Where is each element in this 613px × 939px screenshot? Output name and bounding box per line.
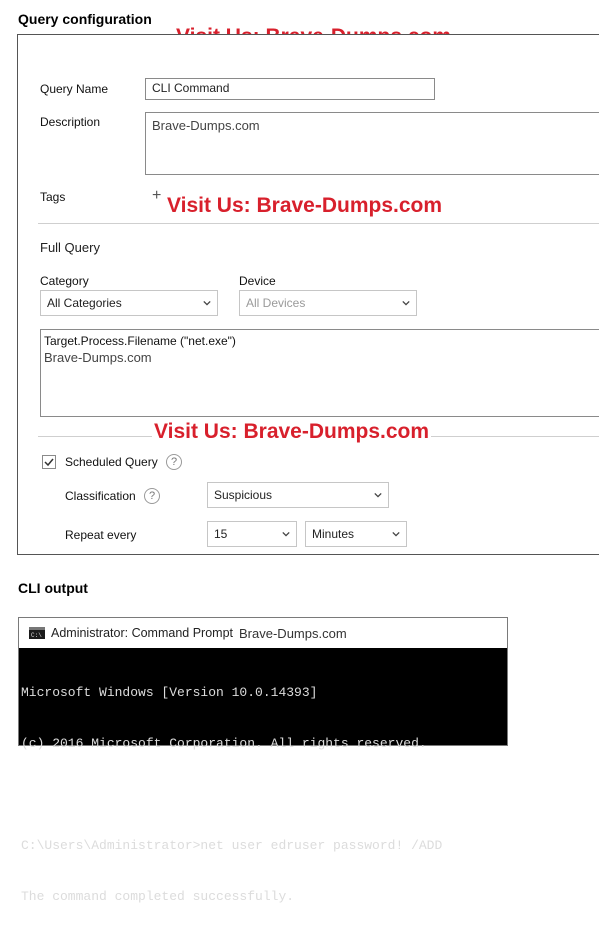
repeat-every-label: Repeat every xyxy=(65,528,137,542)
svg-text:C:\: C:\ xyxy=(31,632,42,639)
description-label: Description xyxy=(40,115,101,129)
classification-select-value: Suspicious xyxy=(214,488,273,502)
cli-line xyxy=(21,786,507,803)
help-icon[interactable]: ? xyxy=(166,454,182,470)
query-text-line2: Brave-Dumps.com xyxy=(44,350,152,365)
scheduled-query-checkbox[interactable] xyxy=(42,455,56,469)
category-select-value: All Categories xyxy=(47,296,122,310)
section-divider xyxy=(38,223,599,224)
chevron-down-icon xyxy=(203,299,211,307)
cmd-icon xyxy=(29,627,45,639)
category-label: Category xyxy=(40,274,89,288)
repeat-unit-value: Minutes xyxy=(312,527,355,541)
chevron-down-icon xyxy=(374,491,382,499)
cli-line: Microsoft Windows [Version 10.0.14393] xyxy=(21,685,318,700)
classification-label: Classification xyxy=(65,489,136,503)
classification-select[interactable] xyxy=(207,482,389,508)
checkmark-icon xyxy=(44,457,54,467)
watermark-middle: Visit Us: Brave-Dumps.com xyxy=(154,420,430,443)
command-prompt-titlebar xyxy=(19,618,507,648)
device-label: Device xyxy=(239,274,276,288)
help-icon[interactable]: ? xyxy=(144,488,160,504)
repeat-interval-value: 15 xyxy=(214,527,228,541)
full-query-textarea[interactable] xyxy=(40,329,599,417)
add-tag-button[interactable]: + xyxy=(152,187,162,204)
full-query-heading: Full Query xyxy=(40,240,100,255)
description-textarea[interactable]: Brave-Dumps.com xyxy=(145,112,599,175)
cli-line: (c) 2016 Microsoft Corporation. All rights reserved. xyxy=(21,736,427,751)
tags-label: Tags xyxy=(40,190,66,204)
chevron-down-icon xyxy=(392,530,400,538)
command-prompt-output xyxy=(19,648,507,939)
command-prompt-window xyxy=(18,617,508,904)
query-configuration-heading: Query configuration xyxy=(18,11,152,27)
query-text-line1: Target.Process.Filename ("net.exe") xyxy=(44,334,236,348)
cli-output-heading: CLI output xyxy=(18,580,88,596)
titlebar-watermark: Brave-Dumps.com xyxy=(239,625,347,641)
repeat-interval-select[interactable] xyxy=(207,521,297,547)
device-select[interactable] xyxy=(239,290,417,316)
query-name-input[interactable]: CLI Command xyxy=(145,78,435,100)
scheduled-query-label: Scheduled Query xyxy=(65,455,158,469)
command-prompt-title: Administrator: Command Prompt xyxy=(51,626,234,640)
query-name-label: Query Name xyxy=(40,82,109,96)
cli-line: C:\Users\Administrator>net user edruser password! /ADD xyxy=(21,838,443,853)
chevron-down-icon xyxy=(402,299,410,307)
watermark-tags: Visit Us: Brave-Dumps.com xyxy=(167,194,443,217)
device-select-value: All Devices xyxy=(246,296,306,310)
cli-line: The command completed successfully. xyxy=(21,889,295,904)
repeat-unit-select[interactable] xyxy=(305,521,407,547)
category-select[interactable] xyxy=(40,290,218,316)
chevron-down-icon xyxy=(282,530,290,538)
